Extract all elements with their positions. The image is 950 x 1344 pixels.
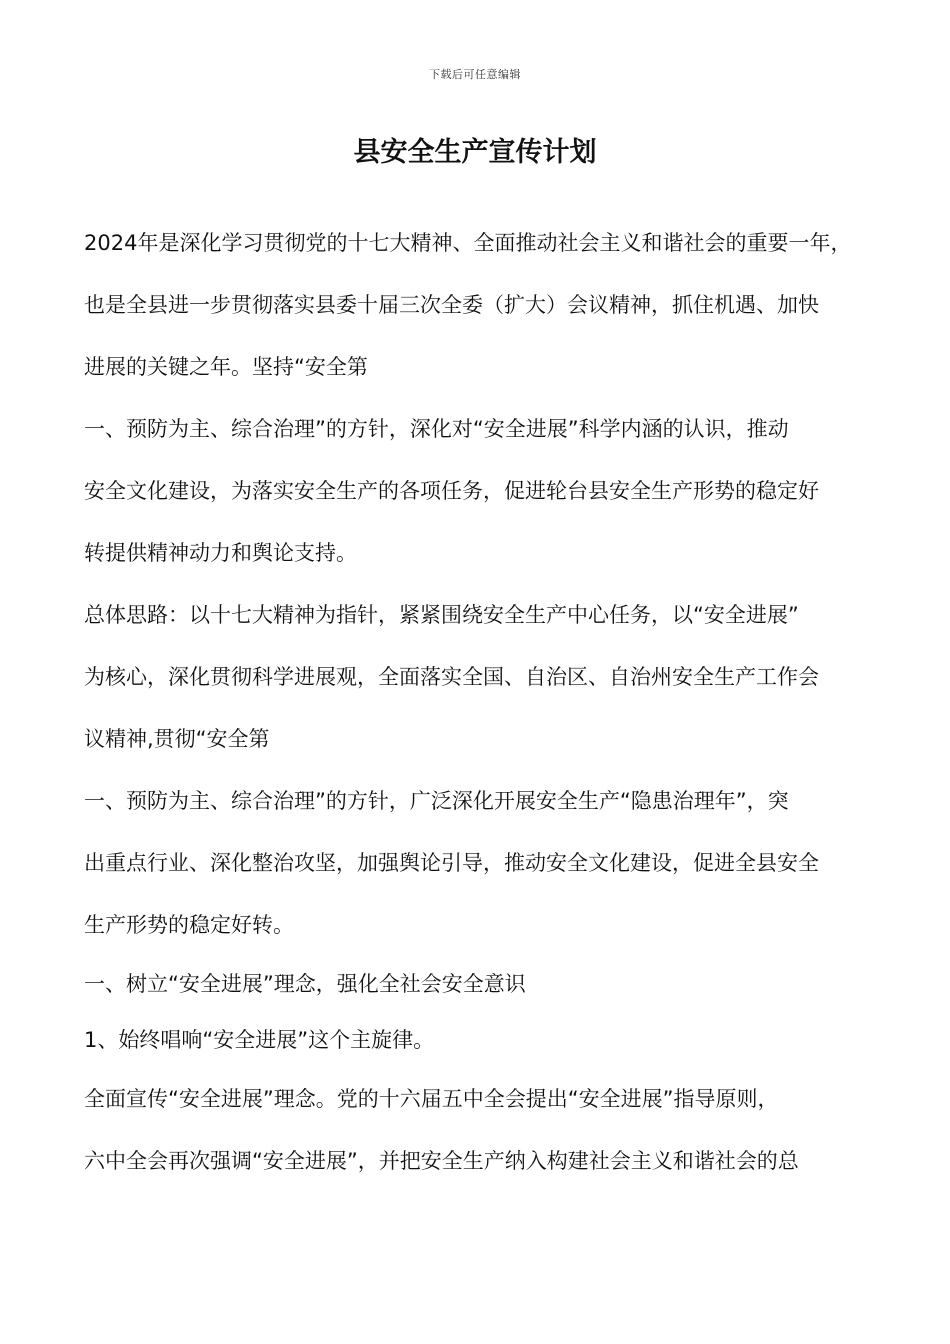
text-line: 一、预防为主、综合治理”的方针，深化对“安全进展”科学内涵的认识，推动 [84,417,789,441]
paragraph-hazard-control [84,770,884,956]
document-title: 县安全生产宣传计划 [353,137,597,168]
header-note: 下载后可任意编辑 [429,68,521,81]
text-line: 进展的关键之年。坚持“安全第 [84,355,368,379]
paragraph-promotion [84,1068,884,1192]
paragraph-intro [84,212,884,398]
text-line: 一、预防为主、综合治理”的方针，广泛深化开展安全生产“隐患治理年”，突 [84,789,789,813]
document-body [84,212,884,1192]
text-line: 全面宣传“安全进展”理念。党的十六届五中全会提出“安全进展”指导原则， [84,1087,779,1111]
section-heading-1 [84,956,884,1012]
text-line: 出重点行业、深化整治攻坚，加强舆论引导，推动安全文化建设，促进全县安全 [84,851,819,875]
text-line: 一、树立“安全进展”理念，强化全社会安全意识 [84,972,526,996]
text-line: 2024年是深化学习贯彻党的十七大精神、全面推动社会主义和谐社会的重要一年， [84,231,852,255]
paragraph-policy [84,398,884,584]
text-line: 议精神,贯彻“安全第 [84,727,270,751]
subsection-heading-1 [84,1012,884,1068]
text-line: 为核心，深化贯彻科学进展观，全面落实全国、自治区、自治州安全生产工作会 [84,665,819,689]
text-line: 生产形势的稳定好转。 [84,913,294,937]
text-line: 六中全会再次强调“安全进展”，并把安全生产纳入构建社会主义和谐社会的总 [84,1149,799,1173]
text-line: 安全文化建设，为落实安全生产的各项任务，促进轮台县安全生产形势的稳定好 [84,479,819,503]
text-line: 转提供精神动力和舆论支持。 [84,541,357,565]
paragraph-overall-approach [84,584,884,770]
text-line: 1、始终唱响“安全进展”这个主旋律。 [84,1028,435,1052]
text-line: 也是全县进一步贯彻落实县委十届三次全委（扩大）会议精神，抓住机遇、加快 [84,293,819,317]
text-line: 总体思路：以十七大精神为指针，紧紧围绕安全生产中心任务，以“安全进展” [84,603,799,627]
